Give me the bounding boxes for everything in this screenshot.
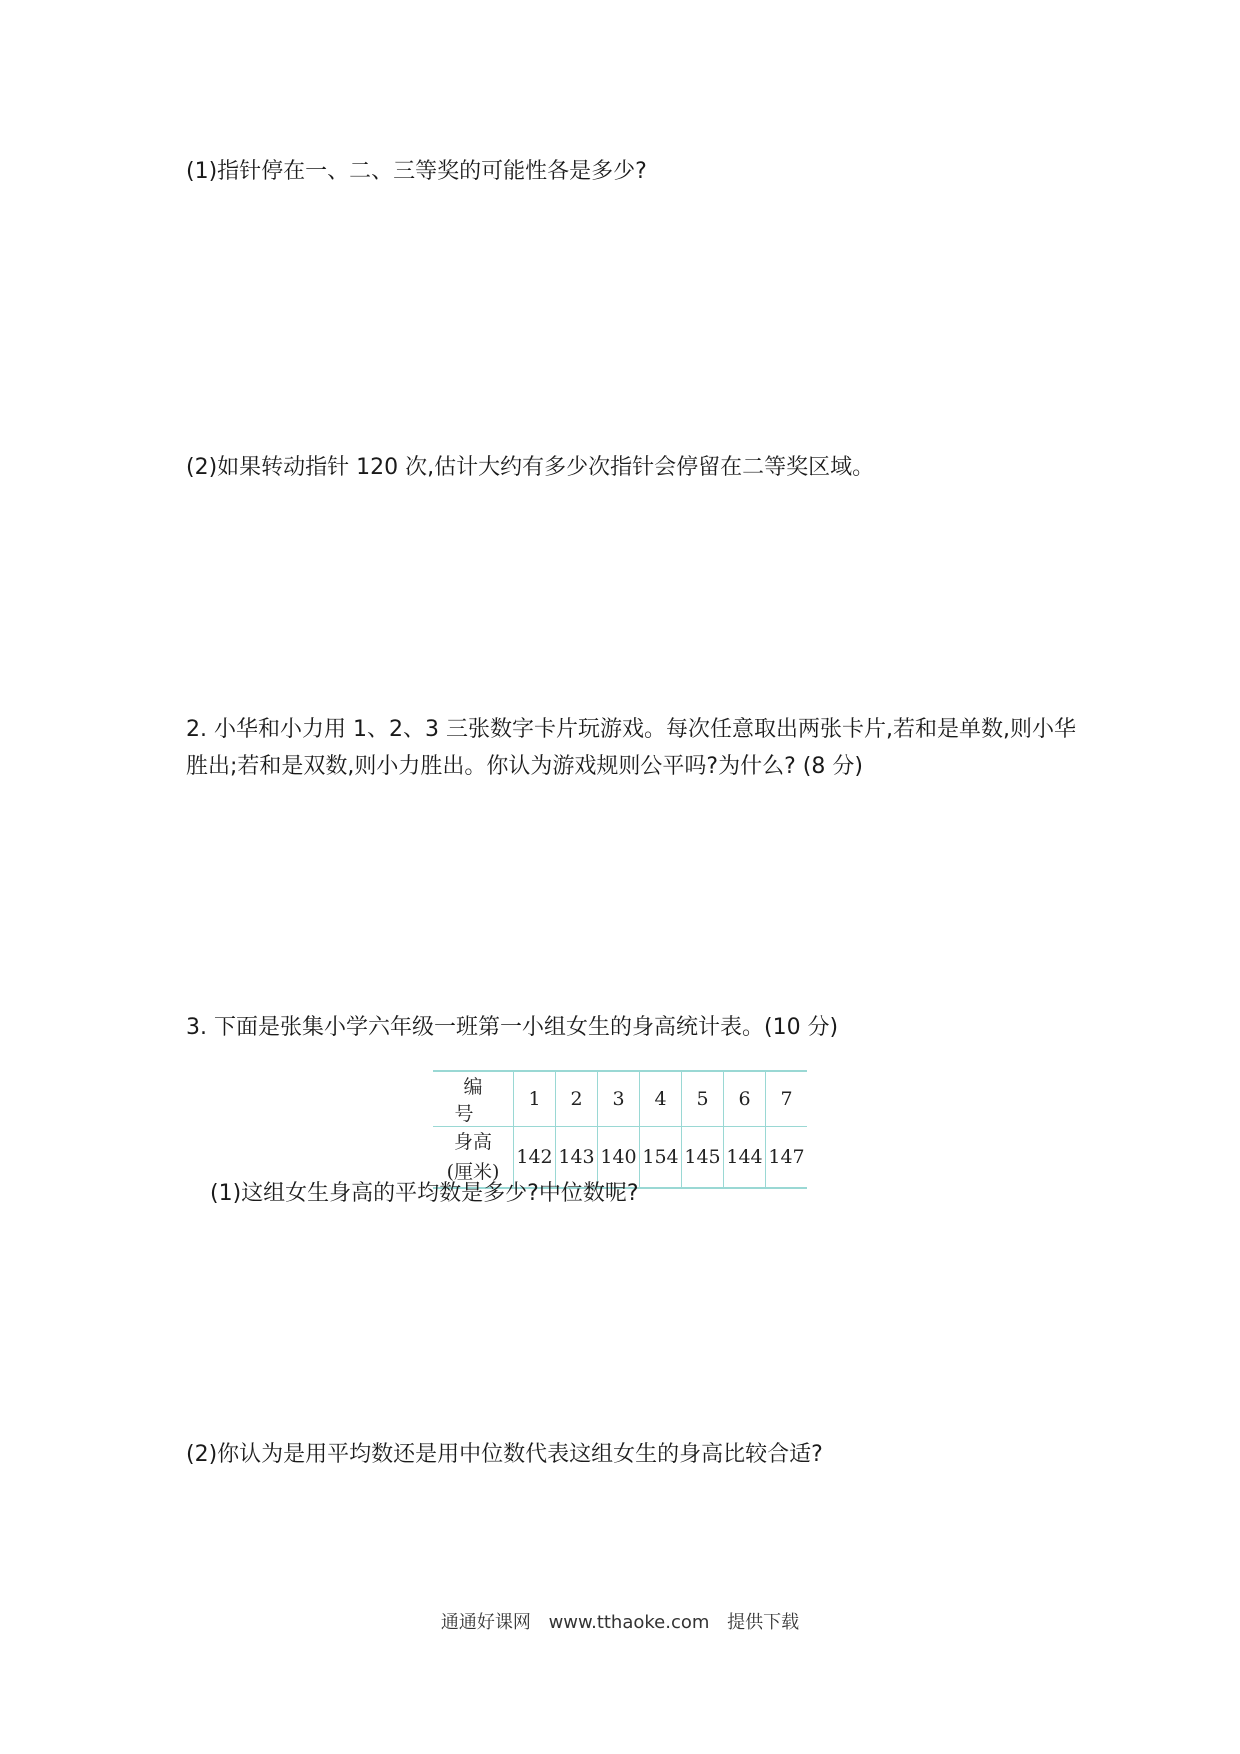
height-cell: 142 [514, 1127, 556, 1189]
row-label-height: 身高 (厘米) [433, 1127, 514, 1189]
number-cell: 5 [682, 1071, 724, 1127]
footer-suffix: 提供下载 [727, 1612, 800, 1633]
number-cell: 1 [514, 1071, 556, 1127]
number-cell: 2 [556, 1071, 598, 1127]
footer-site-name: 通通好课网 [440, 1612, 531, 1633]
question-2-line-1: 2. 小华和小力用 1、2、3 三张数字卡片玩游戏。每次任意取出两张卡片,若和是单数,则小华 [186, 717, 1076, 742]
question-1-part-2: (2)如果转动指针 120 次,估计大约有多少次指针会停留在二等奖区域。 [186, 455, 875, 480]
height-cell: 143 [556, 1127, 598, 1189]
height-cell: 145 [682, 1127, 724, 1189]
page-footer [0, 1608, 1240, 1634]
question-1-part-1: (1)指针停在一、二、三等奖的可能性各是多少? [186, 159, 647, 184]
table-row-number [433, 1071, 807, 1127]
number-cell: 3 [598, 1071, 640, 1127]
height-cell: 154 [640, 1127, 682, 1189]
number-cell: 7 [766, 1071, 808, 1127]
height-cell: 144 [724, 1127, 766, 1189]
question-3-part-1: (1)这组女生身高的平均数是多少?中位数呢? [210, 1181, 639, 1206]
height-statistics-table [433, 1070, 807, 1189]
question-3: 3. 下面是张集小学六年级一班第一小组女生的身高统计表。(10 分) [186, 1015, 839, 1040]
height-cell: 140 [598, 1127, 640, 1189]
number-cell: 6 [724, 1071, 766, 1127]
number-cell: 4 [640, 1071, 682, 1127]
height-cell: 147 [766, 1127, 808, 1189]
footer-url: www.tthaoke.com [548, 1612, 710, 1633]
question-3-part-2: (2)你认为是用平均数还是用中位数代表这组女生的身高比较合适? [186, 1442, 823, 1467]
row-label-number: 编号 [433, 1071, 514, 1127]
question-2-line-2: 胜出;若和是双数,则小力胜出。你认为游戏规则公平吗?为什么? (8 分) [186, 754, 863, 779]
